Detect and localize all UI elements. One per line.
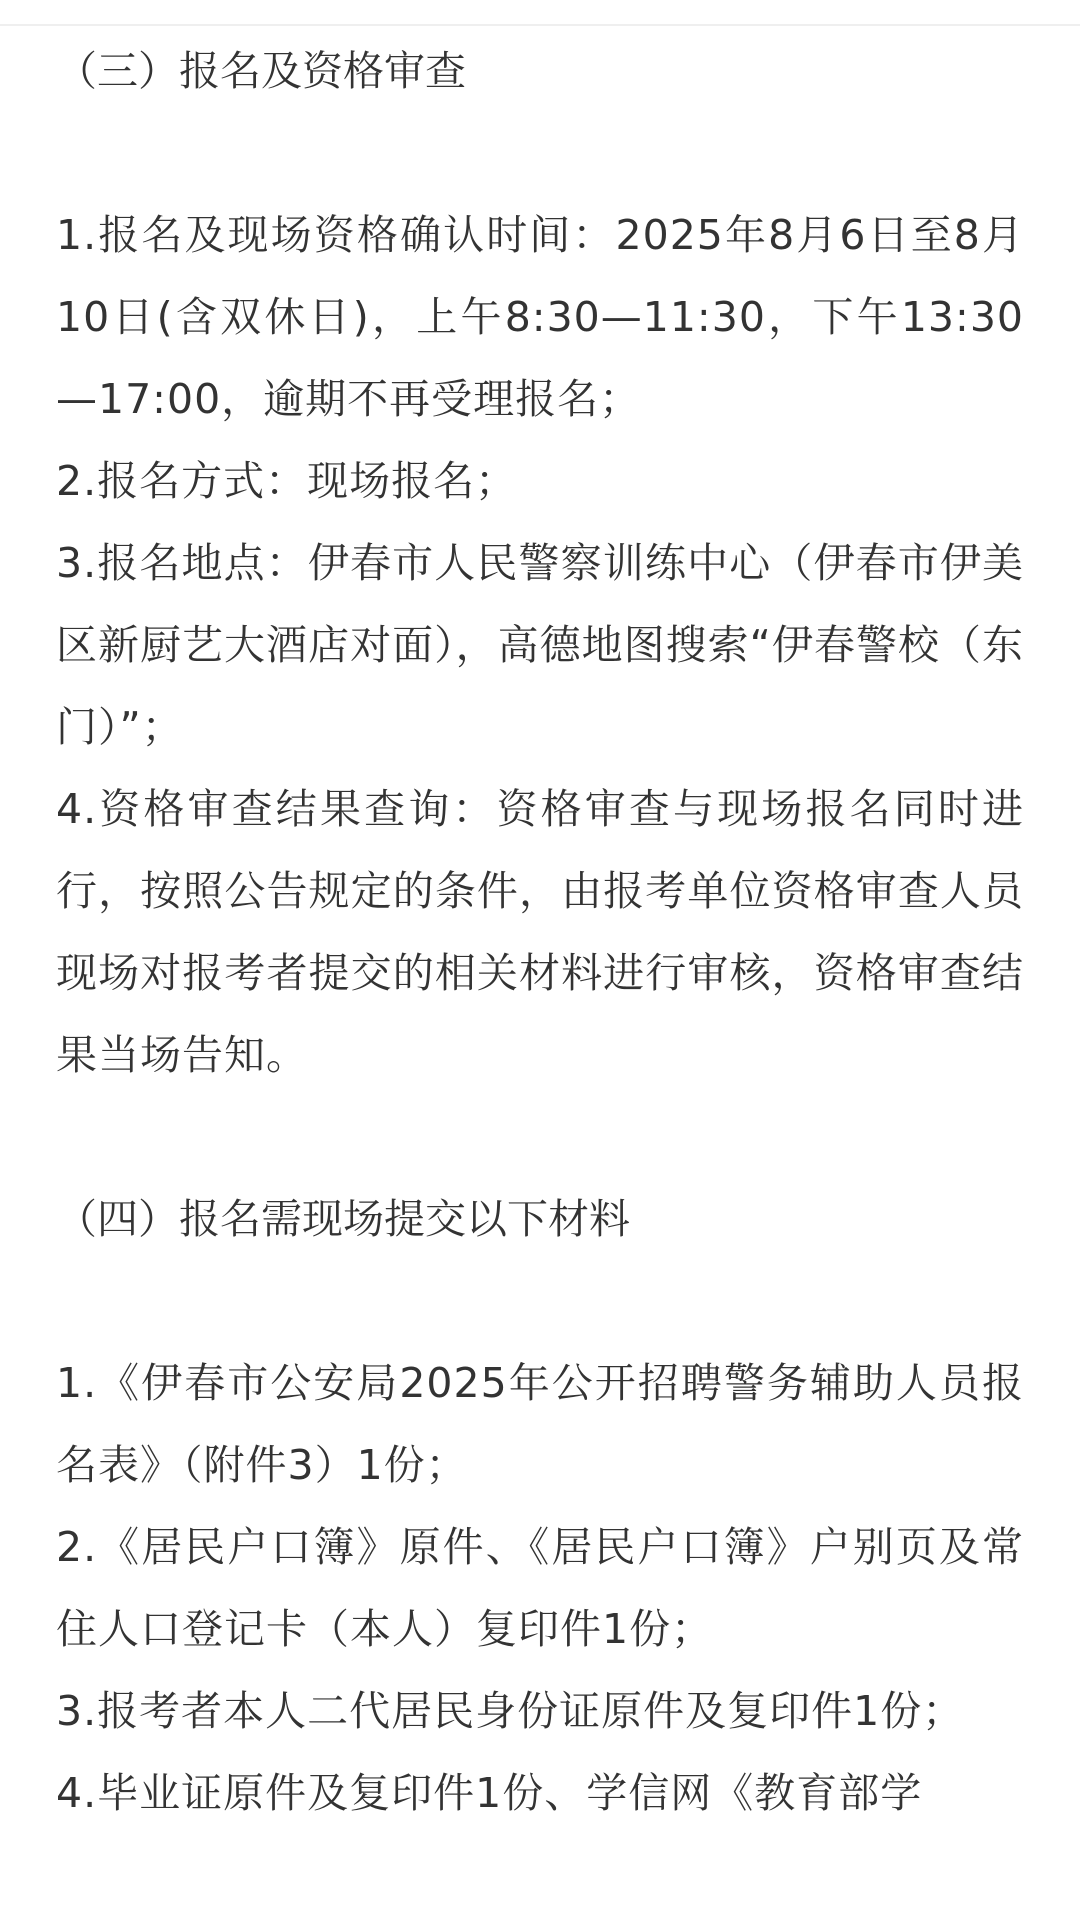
blank-line (56, 1096, 1024, 1178)
top-divider (0, 24, 1080, 26)
material-item: 1.《伊春市公安局2025年公开招聘警务辅助人员报名表》（附件3）1份； (56, 1359, 1024, 1489)
blank-line (56, 112, 1024, 194)
material-item: 2.《居民户口簿》原件、《居民户口簿》户别页及常住人口登记卡（本人）复印件1份； (56, 1523, 1024, 1653)
material-item: 3.报考者本人二代居民身份证原件及复印件1份； (56, 1687, 965, 1735)
section-registration-review (56, 30, 1024, 1096)
registration-method-item: 2.报名方式：现场报名； (56, 457, 518, 505)
registration-location-item: 3.报名地点：伊春市人民警察训练中心（伊春市伊美区新厨艺大酒店对面），高德地图搜索“伊春警校（东门）”； (56, 539, 1024, 751)
section-required-materials (56, 1178, 1024, 1834)
registration-time-item: 1.报名及现场资格确认时间：2025年8月6日至8月10日(含双休日)，上午8:30—11:30，下午13:30—17:00，逾期不再受理报名； (56, 211, 1024, 423)
article-body (56, 30, 1024, 1834)
blank-line (56, 1260, 1024, 1342)
section-heading: （三）报名及资格审查 (56, 47, 466, 95)
review-result-item: 4.资格审查结果查询：资格审查与现场报名同时进行，按照公告规定的条件，由报考单位资格审查人员现场对报考者提交的相关材料进行审核，资格审查结果当场告知。 (56, 785, 1024, 1079)
material-item: 4.毕业证原件及复印件1份、学信网《教育部学 (56, 1769, 923, 1817)
section-heading: （四）报名需现场提交以下材料 (56, 1195, 630, 1243)
